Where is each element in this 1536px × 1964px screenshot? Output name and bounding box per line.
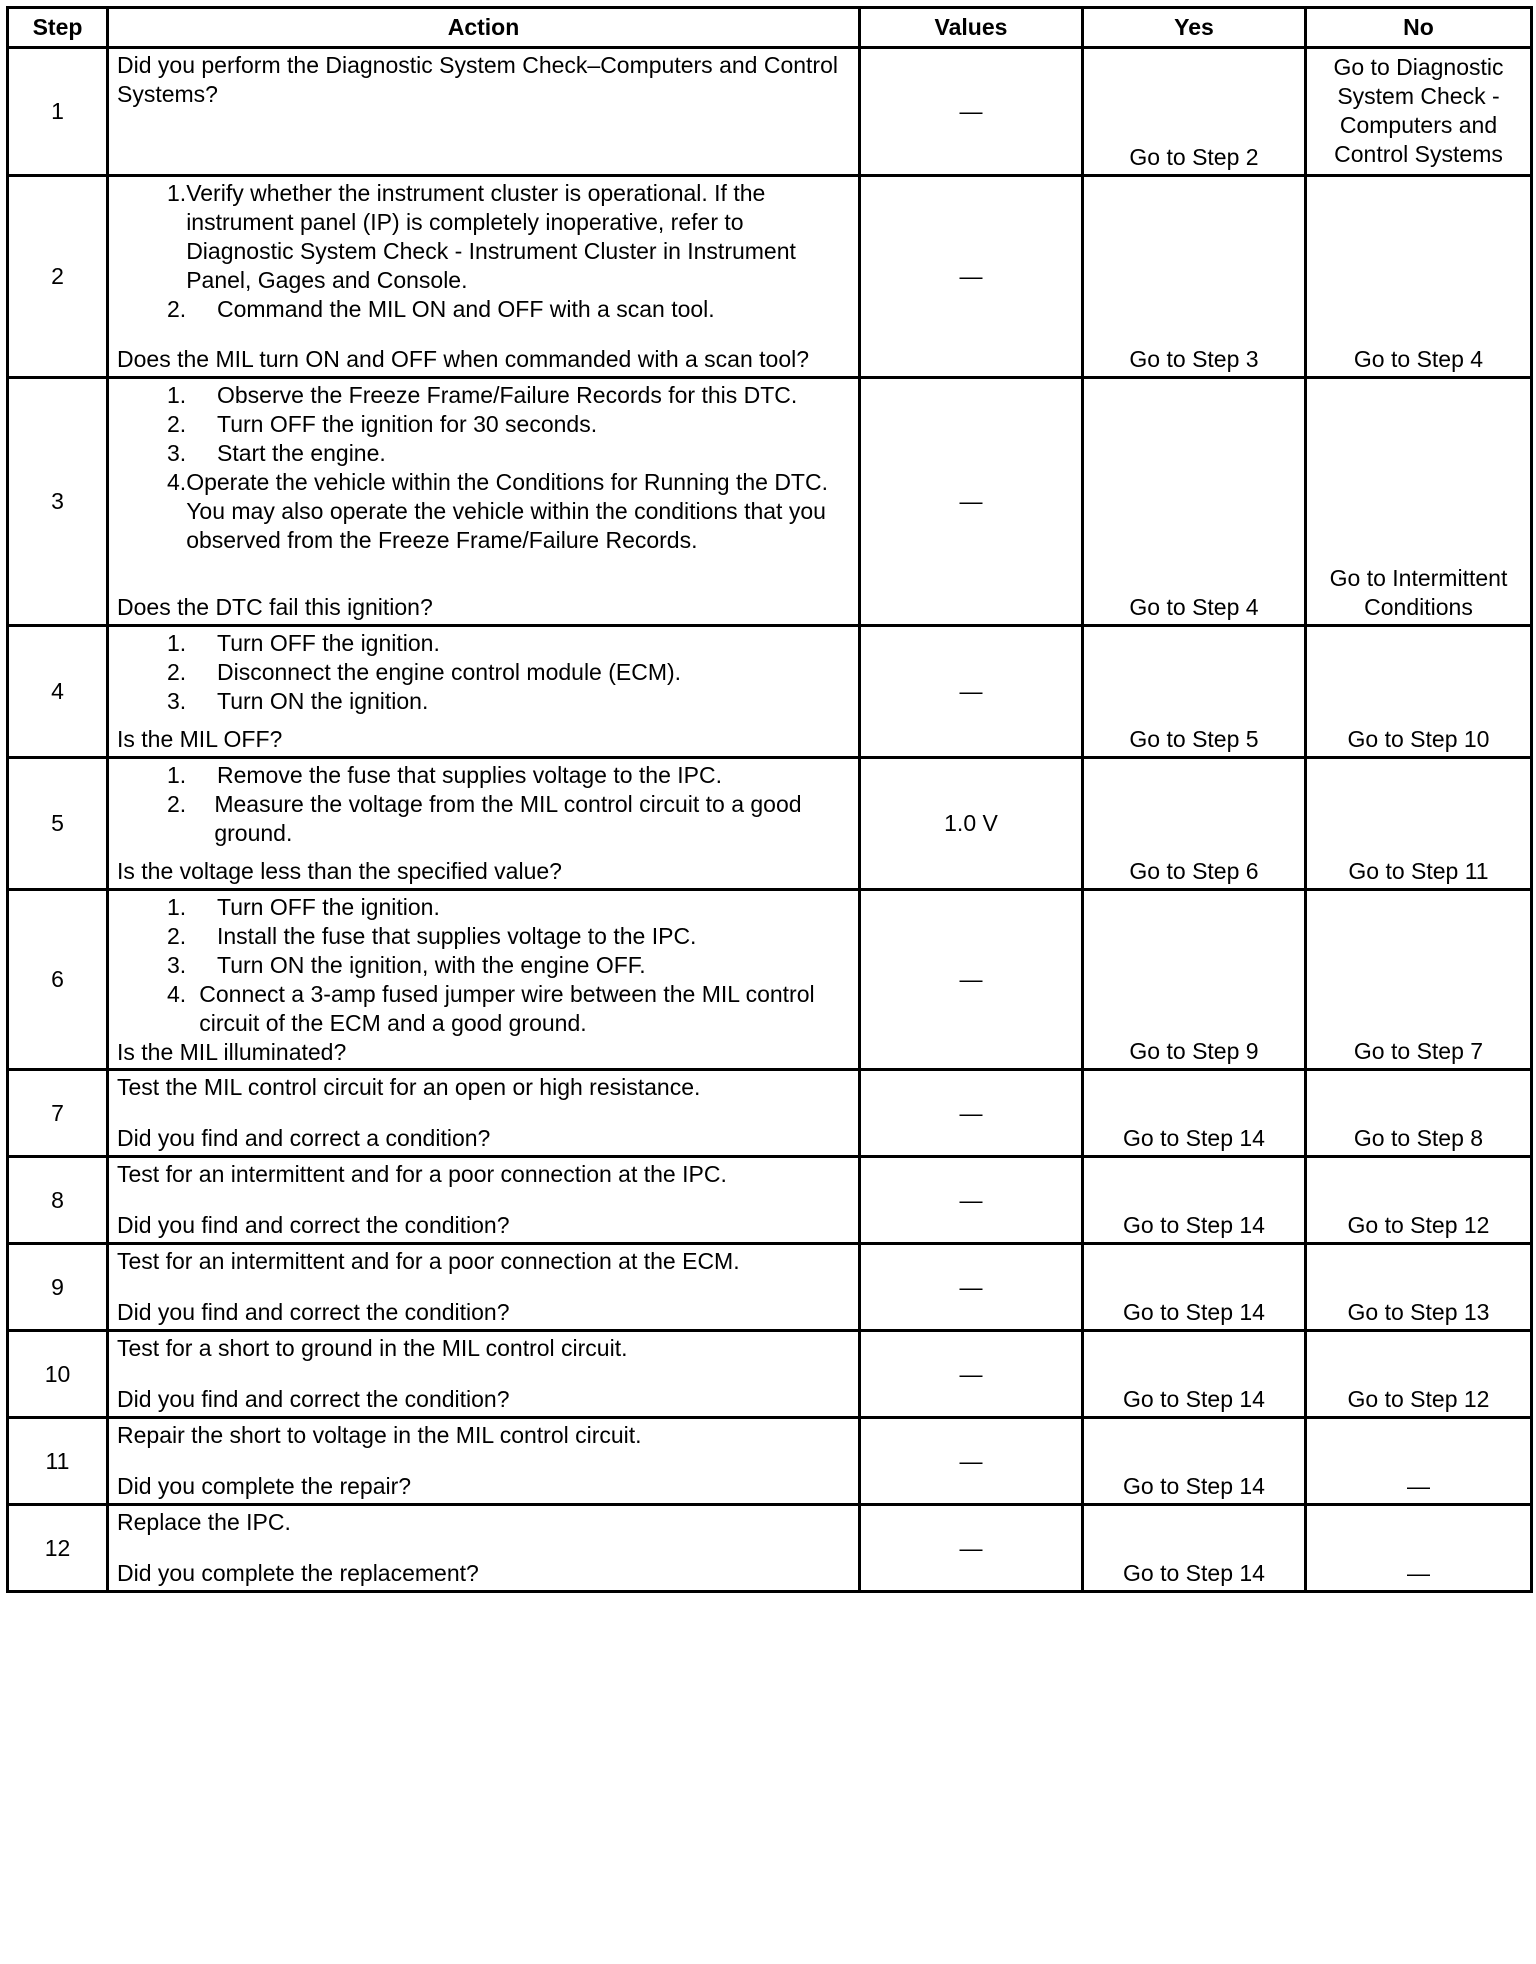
yes-cell: Go to Step 14 bbox=[1083, 1418, 1306, 1505]
action-step-item bbox=[167, 951, 850, 980]
action-step-number: 1. bbox=[167, 762, 187, 788]
step-number: 9 bbox=[8, 1244, 108, 1331]
action-step-item bbox=[167, 295, 850, 324]
step-number: 2 bbox=[8, 176, 108, 378]
table-row bbox=[8, 1157, 1532, 1244]
action-step-number: 2. bbox=[167, 791, 187, 817]
action-cell bbox=[108, 626, 860, 758]
action-question: Does the MIL turn ON and OFF when commanded with a scan tool? bbox=[117, 346, 810, 372]
action-step-number: 3. bbox=[167, 952, 187, 978]
action-cell bbox=[108, 1331, 860, 1418]
yes-cell: Go to Step 14 bbox=[1083, 1070, 1306, 1157]
action-cell bbox=[108, 176, 860, 378]
action-cell bbox=[108, 1505, 860, 1592]
action-step-number: 2. bbox=[167, 923, 187, 949]
action-instruction: Repair the short to voltage in the MIL control circuit. bbox=[117, 1422, 642, 1448]
action-cell bbox=[108, 1157, 860, 1244]
action-step-number: 1. bbox=[167, 894, 187, 920]
step-number: 1 bbox=[8, 48, 108, 176]
values-cell: — bbox=[860, 1070, 1083, 1157]
header-no: No bbox=[1306, 8, 1532, 48]
action-step-item bbox=[167, 410, 850, 439]
table-body bbox=[8, 48, 1532, 1592]
action-step-item bbox=[167, 761, 850, 790]
values-cell: — bbox=[860, 1505, 1083, 1592]
yes-cell: Go to Step 4 bbox=[1083, 378, 1306, 626]
action-step-list bbox=[117, 629, 850, 716]
action-step-text: Verify whether the instrument cluster is operational. If the instrument panel (IP) is completely inoperative, refer to Diagnostic System Check - Instrument Cluster in Instrument Panel, Gages and Console. bbox=[186, 180, 796, 293]
yes-cell: Go to Step 9 bbox=[1083, 890, 1306, 1070]
no-cell: Go to Step 12 bbox=[1306, 1157, 1532, 1244]
action-step-number: 1. bbox=[167, 382, 187, 408]
action-instruction: Did you perform the Diagnostic System Check–Computers and Control Systems? bbox=[117, 52, 838, 107]
table-row bbox=[8, 626, 1532, 758]
action-step-text: Operate the vehicle within the Conditions for Running the DTC. You may also operate the vehicle within the conditions that you observed from the Freeze Frame/Failure Records. bbox=[186, 469, 828, 553]
action-step-list bbox=[117, 893, 850, 1038]
action-step-text: Turn OFF the ignition for 30 seconds. bbox=[217, 411, 598, 437]
action-step-text: Start the engine. bbox=[217, 440, 386, 466]
action-step-list bbox=[117, 179, 850, 324]
no-cell: — bbox=[1306, 1418, 1532, 1505]
no-cell: Go to Step 10 bbox=[1306, 626, 1532, 758]
step-number: 6 bbox=[8, 890, 108, 1070]
table-row bbox=[8, 1418, 1532, 1505]
table-row bbox=[8, 378, 1532, 626]
action-step-number: 2. bbox=[167, 659, 187, 685]
action-instruction: Test for an intermittent and for a poor connection at the IPC. bbox=[117, 1161, 727, 1187]
action-step-item bbox=[167, 468, 850, 555]
values-cell: — bbox=[860, 1331, 1083, 1418]
header-yes: Yes bbox=[1083, 8, 1306, 48]
action-step-item bbox=[167, 893, 850, 922]
values-cell: — bbox=[860, 176, 1083, 378]
action-step-text: Turn ON the ignition. bbox=[217, 688, 429, 714]
action-cell bbox=[108, 1070, 860, 1157]
action-question: Did you complete the repair? bbox=[117, 1473, 412, 1499]
yes-cell: Go to Step 14 bbox=[1083, 1505, 1306, 1592]
values-cell: — bbox=[860, 48, 1083, 176]
action-cell bbox=[108, 378, 860, 626]
action-step-number: 4. bbox=[167, 981, 187, 1007]
action-step-number: 2. bbox=[167, 296, 187, 322]
yes-cell: Go to Step 5 bbox=[1083, 626, 1306, 758]
action-question: Did you find and correct a condition? bbox=[117, 1125, 491, 1151]
action-step-text: Command the MIL ON and OFF with a scan tool. bbox=[217, 296, 715, 322]
action-step-number: 4. bbox=[167, 469, 187, 495]
values-cell: — bbox=[860, 1418, 1083, 1505]
action-step-text: Turn ON the ignition, with the engine OFF. bbox=[217, 952, 646, 978]
action-question: Did you find and correct the condition? bbox=[117, 1212, 510, 1238]
action-cell bbox=[108, 758, 860, 890]
step-number: 12 bbox=[8, 1505, 108, 1592]
action-step-list bbox=[117, 761, 850, 848]
table-row bbox=[8, 1331, 1532, 1418]
action-cell bbox=[108, 890, 860, 1070]
action-step-text: Measure the voltage from the MIL control circuit to a good ground. bbox=[214, 791, 802, 846]
action-step-item bbox=[167, 629, 850, 658]
step-number: 10 bbox=[8, 1331, 108, 1418]
values-cell: — bbox=[860, 378, 1083, 626]
action-instruction: Test for a short to ground in the MIL control circuit. bbox=[117, 1335, 628, 1361]
action-instruction: Test the MIL control circuit for an open or high resistance. bbox=[117, 1074, 701, 1100]
action-instruction: Test for an intermittent and for a poor connection at the ECM. bbox=[117, 1248, 740, 1274]
header-values: Values bbox=[860, 8, 1083, 48]
table-row bbox=[8, 758, 1532, 890]
yes-cell: Go to Step 14 bbox=[1083, 1331, 1306, 1418]
values-cell: — bbox=[860, 626, 1083, 758]
action-cell bbox=[108, 1244, 860, 1331]
action-question: Did you find and correct the condition? bbox=[117, 1386, 510, 1412]
header-step: Step bbox=[8, 8, 108, 48]
action-step-text: Remove the fuse that supplies voltage to the IPC. bbox=[217, 762, 723, 788]
action-step-number: 1. bbox=[167, 630, 187, 656]
yes-cell: Go to Step 3 bbox=[1083, 176, 1306, 378]
step-number: 7 bbox=[8, 1070, 108, 1157]
action-step-number: 3. bbox=[167, 440, 187, 466]
yes-cell: Go to Step 14 bbox=[1083, 1157, 1306, 1244]
no-cell: Go to Diagnostic System Check - Computers and Control Systems bbox=[1306, 48, 1532, 176]
action-question: Did you complete the replacement? bbox=[117, 1560, 479, 1586]
step-number: 8 bbox=[8, 1157, 108, 1244]
action-step-item bbox=[167, 922, 850, 951]
table-row bbox=[8, 1505, 1532, 1592]
action-question: Is the MIL OFF? bbox=[117, 726, 283, 752]
action-step-item bbox=[167, 790, 850, 848]
no-cell: — bbox=[1306, 1505, 1532, 1592]
action-question: Did you find and correct the condition? bbox=[117, 1299, 510, 1325]
action-step-text: Install the fuse that supplies voltage to the IPC. bbox=[217, 923, 697, 949]
step-number: 4 bbox=[8, 626, 108, 758]
action-step-text: Turn OFF the ignition. bbox=[217, 630, 440, 656]
table-row bbox=[8, 1070, 1532, 1157]
action-instruction: Replace the IPC. bbox=[117, 1509, 291, 1535]
action-step-number: 1. bbox=[167, 180, 187, 206]
action-step-text: Observe the Freeze Frame/Failure Records for this DTC. bbox=[217, 382, 798, 408]
action-cell bbox=[108, 48, 860, 176]
step-number: 11 bbox=[8, 1418, 108, 1505]
action-question: Is the MIL illuminated? bbox=[117, 1039, 347, 1065]
table-row bbox=[8, 890, 1532, 1070]
no-cell: Go to Step 11 bbox=[1306, 758, 1532, 890]
action-step-item bbox=[167, 381, 850, 410]
diagnostic-table bbox=[6, 6, 1533, 1593]
action-step-text: Turn OFF the ignition. bbox=[217, 894, 440, 920]
no-cell: Go to Intermittent Conditions bbox=[1306, 378, 1532, 626]
action-step-number: 2. bbox=[167, 411, 187, 437]
action-step-list bbox=[117, 381, 850, 555]
values-cell: — bbox=[860, 1244, 1083, 1331]
action-question: Does the DTC fail this ignition? bbox=[117, 594, 433, 620]
values-cell: — bbox=[860, 1157, 1083, 1244]
yes-cell: Go to Step 14 bbox=[1083, 1244, 1306, 1331]
action-step-text: Disconnect the engine control module (ECM). bbox=[217, 659, 682, 685]
no-cell: Go to Step 4 bbox=[1306, 176, 1532, 378]
step-number: 5 bbox=[8, 758, 108, 890]
header-action: Action bbox=[108, 8, 860, 48]
no-cell: Go to Step 8 bbox=[1306, 1070, 1532, 1157]
action-step-number: 3. bbox=[167, 688, 187, 714]
values-cell: 1.0 V bbox=[860, 758, 1083, 890]
yes-cell: Go to Step 6 bbox=[1083, 758, 1306, 890]
action-step-item bbox=[167, 439, 850, 468]
action-step-item bbox=[167, 179, 850, 295]
no-cell: Go to Step 7 bbox=[1306, 890, 1532, 1070]
table-row bbox=[8, 48, 1532, 176]
action-step-text: Connect a 3-amp fused jumper wire between the MIL control circuit of the ECM and a good ground. bbox=[199, 981, 815, 1036]
step-number: 3 bbox=[8, 378, 108, 626]
table-row bbox=[8, 1244, 1532, 1331]
yes-cell: Go to Step 2 bbox=[1083, 48, 1306, 176]
table-header-row bbox=[8, 8, 1532, 48]
table-row bbox=[8, 176, 1532, 378]
action-cell bbox=[108, 1418, 860, 1505]
action-step-item bbox=[167, 687, 850, 716]
no-cell: Go to Step 13 bbox=[1306, 1244, 1532, 1331]
action-step-item bbox=[167, 980, 850, 1038]
action-question: Is the voltage less than the specified value? bbox=[117, 858, 562, 884]
values-cell: — bbox=[860, 890, 1083, 1070]
no-cell: Go to Step 12 bbox=[1306, 1331, 1532, 1418]
action-step-item bbox=[167, 658, 850, 687]
